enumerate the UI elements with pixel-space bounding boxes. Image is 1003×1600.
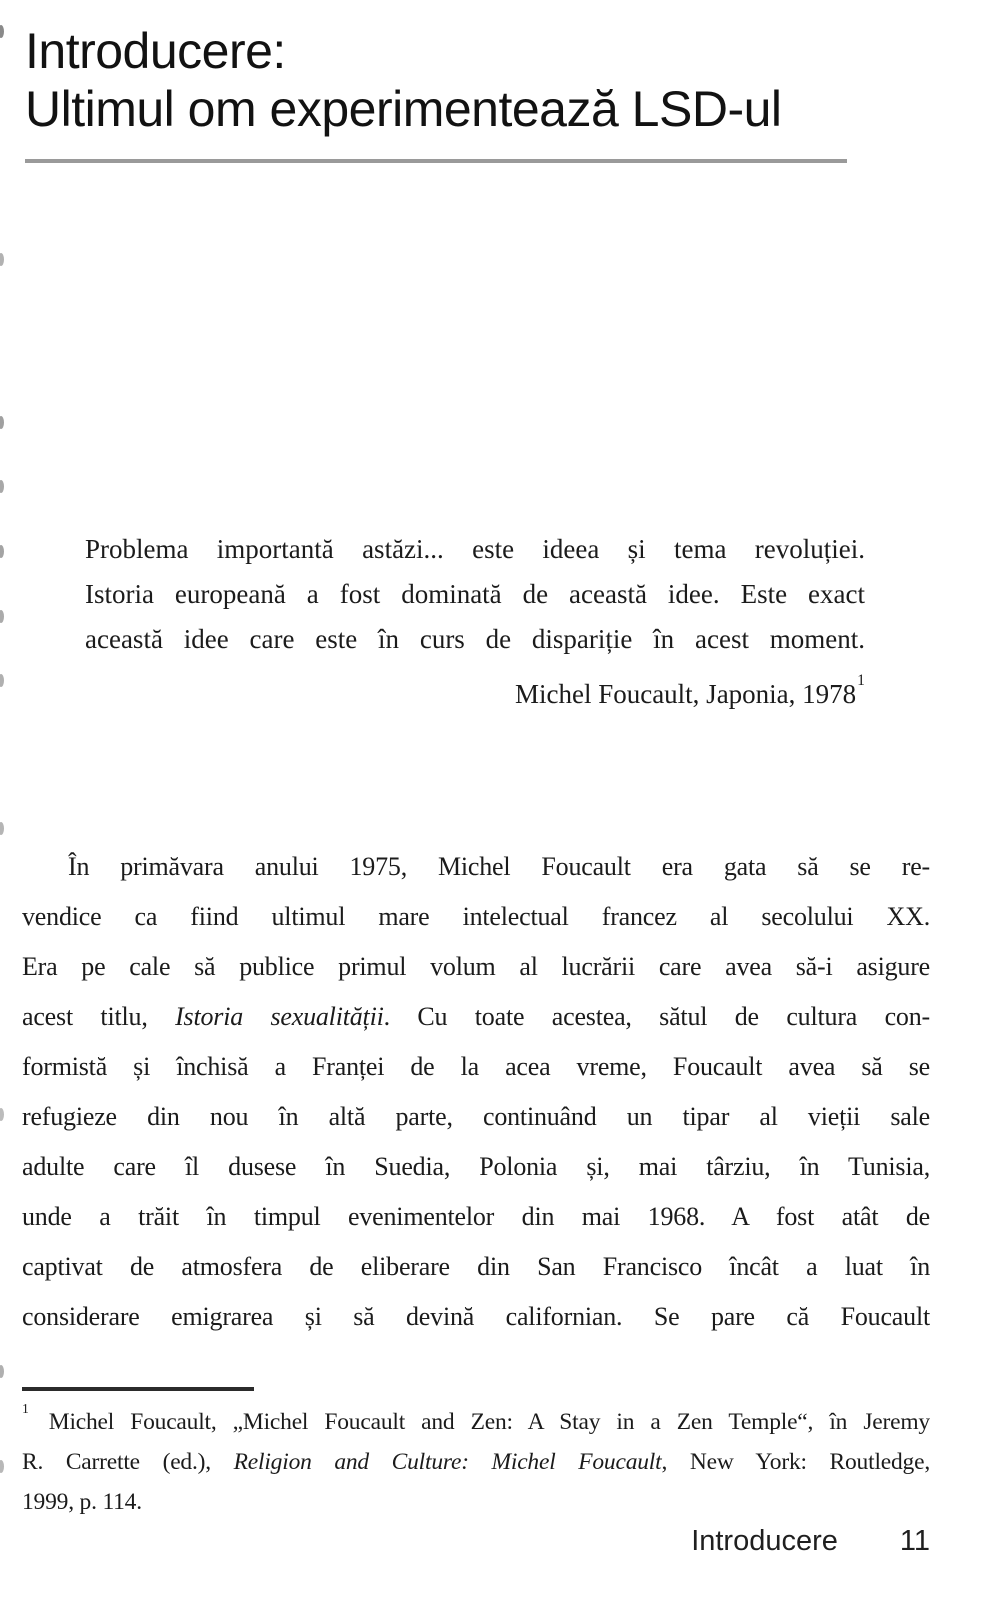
chapter-title <box>25 22 945 138</box>
epigraph-quote <box>85 527 865 717</box>
scan-artifact <box>0 674 4 687</box>
scan-artifact <box>0 1460 4 1473</box>
page-number: 11 <box>899 1525 930 1557</box>
epigraph-lines: Problema importantă astăzi... este ideea și tema revoluției. Istoria europeană a fost dominată de această idee. Este exact această idee care este în curs de dispariție în acest moment. <box>85 534 865 654</box>
scan-artifact <box>0 1365 4 1378</box>
running-head: Introducere <box>691 1525 838 1557</box>
page-footer <box>22 1524 930 1558</box>
chapter-title-line2: Ultimul om experimentează LSD-ul <box>25 81 782 137</box>
title-rule <box>25 159 847 163</box>
footnote-rule <box>22 1387 254 1391</box>
scan-artifact <box>0 1108 4 1121</box>
epigraph-attribution: Michel Foucault, Japonia, 1978$^1$ <box>514 672 865 709</box>
scan-artifact <box>0 25 4 38</box>
scan-artifact <box>0 416 4 429</box>
scan-artifact <box>0 253 4 266</box>
scan-artifact <box>0 545 4 558</box>
scan-artifact <box>0 610 4 623</box>
scan-artifact <box>0 480 4 493</box>
chapter-title-line1: Introducere: <box>25 23 286 79</box>
footnote: $^1$ Michel Foucault, „Michel Foucault and Zen: A Stay in a Zen Temple“, în Jeremy R. Carrette (ed.), Religion and Culture: Michel Foucault, New York: Routledge, 1999, p. 114. <box>22 1402 930 1515</box>
body-paragraph: În primăvara anului 1975, Michel Foucault era gata să se re- vendice ca fiind ultimul mare intelectual francez al secolului XX. Era pe cale să publice primul volum al lucrării care avea să-i asigure acest titlu, Istoria sexualității. Cu toate acestea, sătul de cultura con- formistă și închisă a Franței de la acea vreme, Foucault avea să se refugieze din nou în altă parte, continuând un tipar al vieții sale adulte care îl dusese în Suedia, Polonia și, mai târziu, în Tunisia, unde a trăit în timpul evenimentelor din mai 1968. A fost atât de captivat de atmosfera de eliberare din San Francisco încât a luat în considerare emigrarea și să devină californian. Se pare că Foucault <box>22 852 930 1331</box>
scan-artifact <box>0 822 4 835</box>
